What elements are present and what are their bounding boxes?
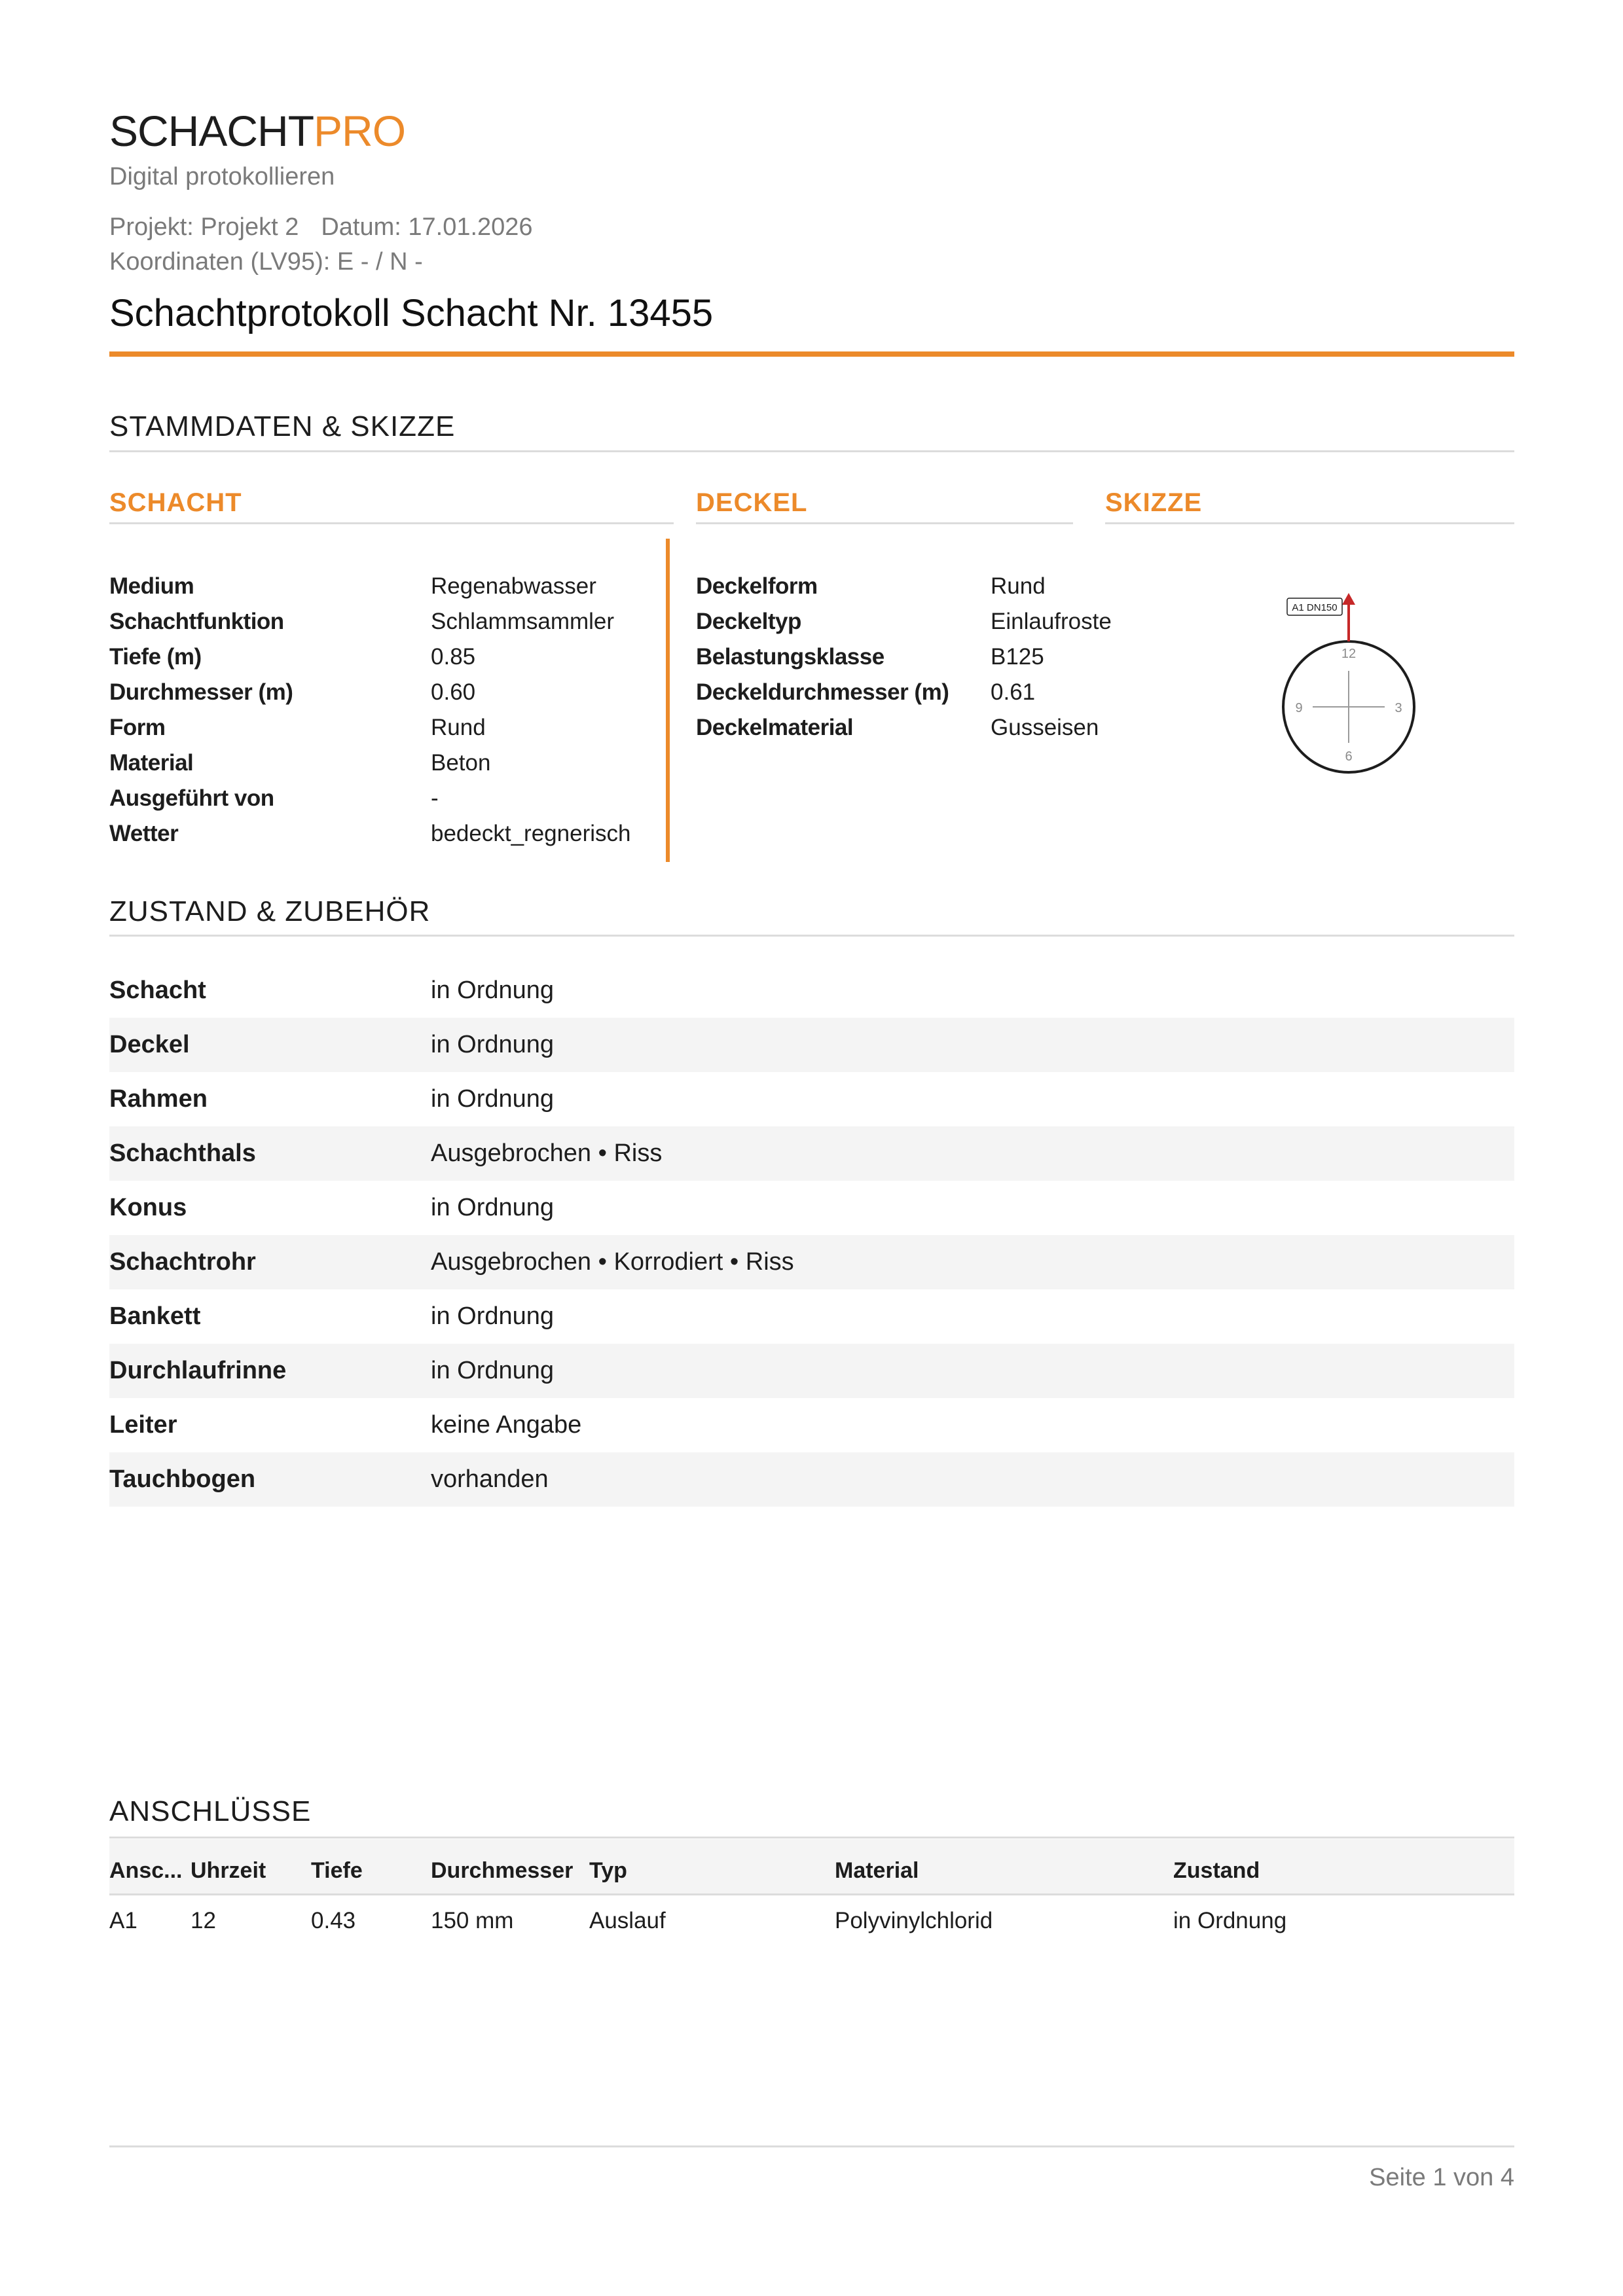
field-value: Rund <box>431 715 486 740</box>
subsection-divider-deckel <box>696 522 1073 524</box>
brand-tagline: Digital protokollieren <box>109 163 335 190</box>
field-value: 0.85 <box>431 644 476 670</box>
table-cell-material: Polyvinylchlorid <box>835 1908 993 1933</box>
column-header-anschluss: Ansc... <box>109 1858 183 1883</box>
field-value: Rund <box>991 573 1046 599</box>
brand-name-main: SCHACHT <box>109 107 314 155</box>
condition-label: Rahmen <box>109 1085 208 1113</box>
condition-value: in Ordnung <box>431 977 555 1004</box>
field-label: Deckeldurchmesser (m) <box>696 679 949 705</box>
column-header-uhrzeit: Uhrzeit <box>191 1858 266 1883</box>
subsection-divider-skizze <box>1105 522 1514 524</box>
condition-label: Bankett <box>109 1302 201 1330</box>
condition-row-tauchbogen <box>109 1452 1514 1507</box>
clock-label-3: 3 <box>1395 701 1402 715</box>
condition-row-schachthals <box>109 1126 1514 1181</box>
meta-project-date <box>109 211 533 243</box>
table-cell-anschluss: A1 <box>109 1908 137 1933</box>
field-label: Medium <box>109 573 194 599</box>
field-value: Gusseisen <box>991 715 1099 740</box>
condition-value: in Ordnung <box>431 1031 555 1058</box>
condition-label: Schachthals <box>109 1139 256 1167</box>
section-divider-anschluesse <box>109 1837 1514 1839</box>
meta-coordinates: Koordinaten (LV95): E - / N - <box>109 248 423 276</box>
field-label: Belastungsklasse <box>696 644 884 670</box>
title-divider <box>109 351 1514 357</box>
connection-arrow-head <box>1342 593 1355 605</box>
meta-date: Datum: 17.01.2026 <box>321 213 533 241</box>
condition-row-schacht <box>109 963 1514 1018</box>
subsection-title-skizze: SKIZZE <box>1105 488 1203 517</box>
column-header-zustand: Zustand <box>1173 1858 1260 1883</box>
column-header-material: Material <box>835 1858 919 1883</box>
condition-row-durchlaufrinne <box>109 1344 1514 1398</box>
subsection-divider-schacht <box>109 522 674 524</box>
condition-label: Schacht <box>109 977 206 1004</box>
field-label: Material <box>109 750 194 776</box>
field-label: Durchmesser (m) <box>109 679 293 705</box>
condition-row-deckel <box>109 1018 1514 1072</box>
condition-row-bankett <box>109 1289 1514 1344</box>
clock-label-12: 12 <box>1341 647 1357 661</box>
condition-value: Ausgebrochen • Riss <box>431 1139 663 1167</box>
condition-label: Schachtrohr <box>109 1248 256 1276</box>
condition-value: keine Angabe <box>431 1411 582 1439</box>
field-label: Deckelform <box>696 573 818 599</box>
field-value: bedeckt_regnerisch <box>431 821 631 846</box>
column-header-tiefe: Tiefe <box>311 1858 363 1883</box>
section-title-zustand: ZUSTAND & ZUBEHÖR <box>109 895 431 927</box>
condition-value: Ausgebrochen • Korrodiert • Riss <box>431 1248 794 1276</box>
field-value: 0.60 <box>431 679 476 705</box>
field-value: - <box>431 785 439 811</box>
footer-divider <box>109 2145 1514 2147</box>
field-value: Regenabwasser <box>431 573 596 599</box>
section-title-anschluesse: ANSCHLÜSSE <box>109 1795 312 1827</box>
field-value: Beton <box>431 750 491 776</box>
condition-label: Tauchbogen <box>109 1465 256 1493</box>
field-label: Deckeltyp <box>696 609 801 634</box>
column-header-typ: Typ <box>589 1858 627 1883</box>
condition-row-konus <box>109 1181 1514 1235</box>
table-cell-tiefe: 0.43 <box>311 1908 356 1933</box>
condition-label: Durchlaufrinne <box>109 1357 287 1384</box>
condition-row-rahmen <box>109 1072 1514 1126</box>
section-divider-stammdaten <box>109 450 1514 452</box>
meta-project: Projekt: Projekt 2 <box>109 213 299 241</box>
field-label: Ausgeführt von <box>109 785 274 811</box>
brand-name-accent: PRO <box>314 107 406 155</box>
field-label: Schachtfunktion <box>109 609 284 634</box>
subsection-title-schacht: SCHACHT <box>109 488 242 517</box>
field-label: Wetter <box>109 821 179 846</box>
document-title: Schachtprotokoll Schacht Nr. 13455 <box>109 292 714 334</box>
subsection-title-deckel: DECKEL <box>696 488 808 517</box>
section-title-stammdaten: STAMMDATEN & SKIZZE <box>109 410 456 442</box>
condition-value: in Ordnung <box>431 1302 555 1330</box>
field-value: Schlammsammler <box>431 609 615 634</box>
condition-label: Konus <box>109 1194 187 1221</box>
column-header-durchmesser: Durchmesser <box>431 1858 574 1883</box>
condition-row-leiter <box>109 1398 1514 1452</box>
field-value: 0.61 <box>991 679 1036 705</box>
table-cell-typ: Auslauf <box>589 1908 666 1933</box>
table-cell-uhrzeit: 12 <box>191 1908 216 1933</box>
field-value: Einlaufroste <box>991 609 1112 634</box>
manhole-sketch <box>1270 589 1427 785</box>
clock-label-6: 6 <box>1345 749 1353 764</box>
field-value: B125 <box>991 644 1044 670</box>
condition-row-schachtrohr <box>109 1235 1514 1289</box>
condition-value: in Ordnung <box>431 1357 555 1384</box>
condition-label: Leiter <box>109 1411 177 1439</box>
condition-value: in Ordnung <box>431 1194 555 1221</box>
brand-logo <box>109 105 405 157</box>
connection-label: A1 DN150 <box>1292 602 1338 613</box>
table-header-divider <box>109 1893 1514 1895</box>
field-label: Tiefe (m) <box>109 644 202 670</box>
clock-label-9: 9 <box>1295 701 1303 715</box>
condition-label: Deckel <box>109 1031 190 1058</box>
field-label: Deckelmaterial <box>696 715 854 740</box>
field-label: Form <box>109 715 166 740</box>
condition-value: in Ordnung <box>431 1085 555 1113</box>
section-divider-zustand <box>109 935 1514 937</box>
page-number: Seite 1 von 4 <box>1369 2164 1514 2191</box>
condition-value: vorhanden <box>431 1465 549 1493</box>
column-separator <box>666 539 670 862</box>
table-cell-durchmesser: 150 mm <box>431 1908 514 1933</box>
table-cell-zustand: in Ordnung <box>1173 1908 1287 1933</box>
